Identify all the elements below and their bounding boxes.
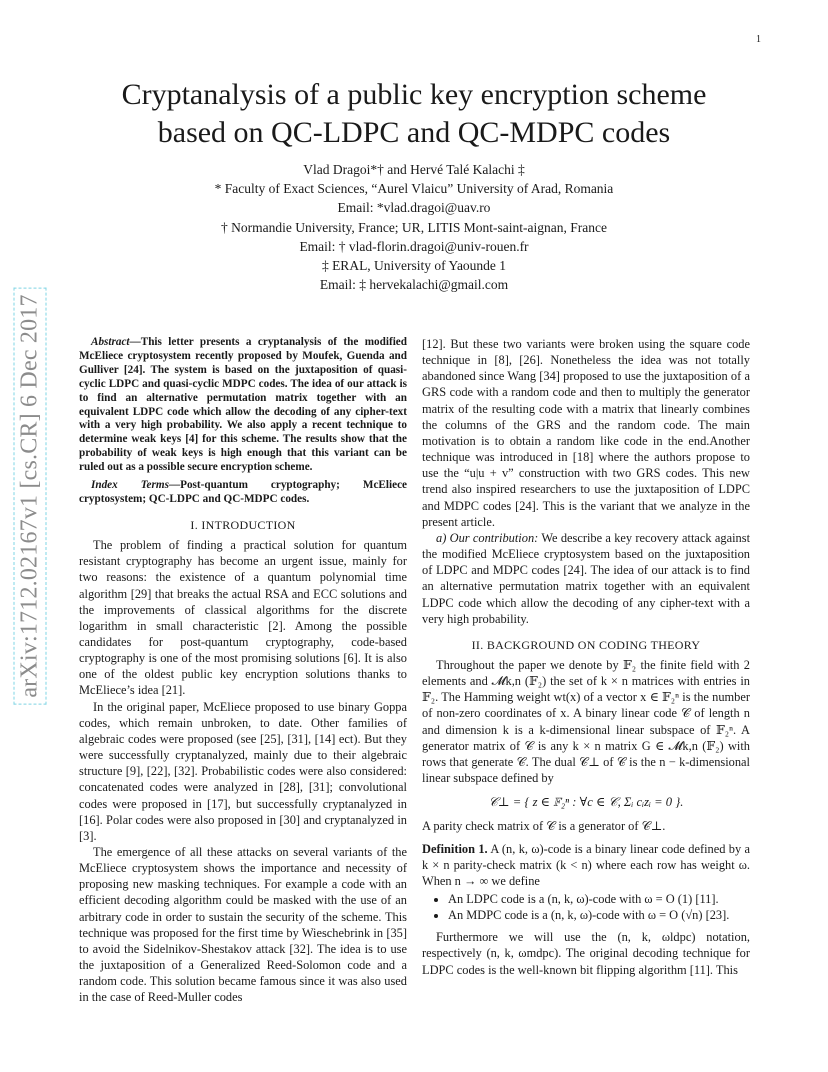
index-terms-label: Index Terms xyxy=(91,479,169,492)
affiliation-1: * Faculty of Exact Sciences, “Aurel Vlaicu” University of Arad, Romania xyxy=(214,181,614,197)
email-2: Email: † vlad-florin.dragoi@univ-rouen.fr xyxy=(299,238,529,254)
arxiv-identifier[interactable]: arXiv:1712.02167v1 [cs.CR] 6 Dec 2017 xyxy=(14,287,47,704)
definition-list xyxy=(422,891,750,923)
contribution-label: a) Our contribution: xyxy=(436,530,539,545)
affiliation-2: † Normandie University, France; UR, LITIS Mont-saint-aignan, France xyxy=(220,219,608,235)
list-item-ldpc: • An LDPC code is a (n, k, ω)-code with ω = O (1) [11]. xyxy=(448,891,750,907)
dual-code-equation: 𝒞⊥ = { z ∈ 𝔽₂ⁿ : ∀c ∈ 𝒞, Σᵢ cᵢzᵢ = 0 }. xyxy=(488,795,684,810)
right-column xyxy=(422,336,750,978)
title-line-1: Cryptanalysis of a public key encryption scheme xyxy=(121,78,707,111)
paper-title xyxy=(60,76,768,152)
abstract-label: Abstract xyxy=(91,336,130,348)
definition-label: Definition 1. xyxy=(422,841,488,856)
left-column xyxy=(79,336,407,1006)
author-names: Vlad Dragoi*† and Hervé Talé Kalachi ‡ xyxy=(303,162,525,177)
affiliation-3: ‡ ERAL, University of Yaounde 1 xyxy=(321,258,507,274)
index-terms xyxy=(79,479,407,507)
abstract-text: —This letter presents a cryptanalysis of the modified McEliece cryptosystem recently proposed by Moufek, Guenda and Gulliver [24]. The system is based on the juxtaposition of quasi-cyclic LDPC and quasi-cyclic MDPC codes. The idea of our attack is to find an alternative permutation matrix together with an equivalent LDPC code which allow the decoding of any cipher-text with a very high probability. We also apply a recent technique to determine weak keys [4] for this scheme. The results show that the probability of weak keys is high enough that this variant can be ruled out as a possible secure encryption scheme. xyxy=(79,336,407,474)
definition-text: A (n, k, ω)-code is a binary linear code defined by a k × n parity-check matrix (k < n) where each row has weight ω. When n → ∞ we define xyxy=(422,841,750,888)
intro-paragraph-2: In the original paper, McEliece proposed to use binary Goppa codes, which remain unbroken, to date. Other families of algebraic codes were proposed (see [25], [31], [14] ect). But they were successfully cryptanalyzed, mainly due to their algebraic structure [9], [22], [32]. Probabilistic codes were also considered: concatenated codes were analyzed in [28], [31]; convolutional codes were proposed in [17], but successfully cryptanalyzed in [16]. Polar codes were also proposed in [30] and cryptanalyzed in [3]. xyxy=(79,699,407,843)
contribution-paragraph xyxy=(422,530,750,627)
index-terms-text: —Post-quantum cryptography; McEliece cryptosystem; QC-LDPC and QC-MDPC codes. xyxy=(79,479,407,505)
intro-paragraph-3: The emergence of all these attacks on several variants of the McEliece cryptosystem shows the importance and necessity of proposing new masking techniques. For example a code with an efficient decoding algorithm could be masked with the use of an arbitrary code in order to sustain the security of the scheme. This technique was proposed for the first time by Wieschebrink in [35] to avoid the Sidelnikov-Shestakov attack [32]. The idea is to use the juxtaposition of a Generalized Reed-Solomon code and a random code. This solution became famous since it was also used in the case of Reed-Muller codes xyxy=(79,845,407,1005)
author-block xyxy=(60,160,768,294)
contribution-text: We describe a key recovery attack against the modified McEliece cryptosystem based on the juxtaposition of LDPC and MDPC codes [24]. The idea of our attack is to find an alternative permutation matrix together with an equivalent LDPC code which allow the decoding of any cipher-text with a very high probability. xyxy=(422,530,751,626)
email-3: Email: ‡ hervekalachi@gmail.com xyxy=(319,277,509,293)
page-number: 1 xyxy=(756,34,761,45)
arxiv-sidebar xyxy=(14,262,46,730)
list-item-mdpc: • An MDPC code is a (n, k, ω)-code with ω = O (√n) [23]. xyxy=(448,907,750,923)
background-paragraph-2: A parity check matrix of 𝒞 is a generator of 𝒞⊥. xyxy=(422,819,666,834)
intro-paragraph-4: [12]. But these two variants were broken using the square code technique in [8], [26]. Nonetheless the idea was not totally abandoned since Wang [34] proposed to use the juxtaposition of a GRS code with a random code and then to multiply the generator matrix of the resulting code with a matrix that linearly combines the columns of the GRS and the random code. The main motivation is to obtain a random like code in the end.Another technique was introduced in [18] where the authors propose to use the “u|u + v” construction with two GRS codes. This new trend also inspired researchers to use the juxtaposition of LDPC and MDPC codes [24]. This is the variant that we analyze in the present article. xyxy=(422,337,750,529)
section-heading-introduction: I. INTRODUCTION xyxy=(190,517,296,532)
background-paragraph-3: Furthermore we will use the (n, k, ωldpc) notation, respectively (n, k, ωmdpc). The original decoding technique for LDPC codes is the well-known bit flipping algorithm [11]. This xyxy=(422,930,750,977)
abstract xyxy=(79,336,407,475)
definition-1 xyxy=(422,841,750,889)
email-1: Email: *vlad.dragoi@uav.ro xyxy=(337,200,491,216)
background-paragraph-1: Throughout the paper we denote by 𝔽₂ the finite field with 2 elements and 𝓜k,n (𝔽₂) the set of k × n matrices with entries in 𝔽₂. The Hamming weight wt(x) of a vector x ∈ 𝔽₂ⁿ is the number of non-zero coordinates of x. A binary linear code 𝒞 of length n and dimension k is a k-dimensional linear subspace of 𝔽₂ⁿ. A generator matrix of 𝒞 is any k × n matrix G ∈ 𝓜k,n (𝔽₂) with rows that generate 𝒞. The dual 𝒞⊥ of 𝒞 is the n − k-dimensional linear subspace defined by xyxy=(422,657,750,786)
title-line-2: based on QC-LDPC and QC-MDPC codes xyxy=(157,116,671,149)
section-heading-background: II. BACKGROUND ON CODING THEORY xyxy=(471,637,701,652)
intro-paragraph-1: The problem of finding a practical solution for quantum resistant cryptography has become an urgent issue, mainly for two reasons: the existence of a quantum polynomial time algorithm [29] that breaks the actual RSA and ECC solutions and the improvements of classical algorithms for the discrete logarithm in small characteristic [2]. Among the possible candidates for post-quantum cryptography, code-based cryptography is one of the most promising solutions [6]. It is also one of the oldest public key encryption solutions thanks to McEliece’s idea [21]. xyxy=(79,538,407,698)
